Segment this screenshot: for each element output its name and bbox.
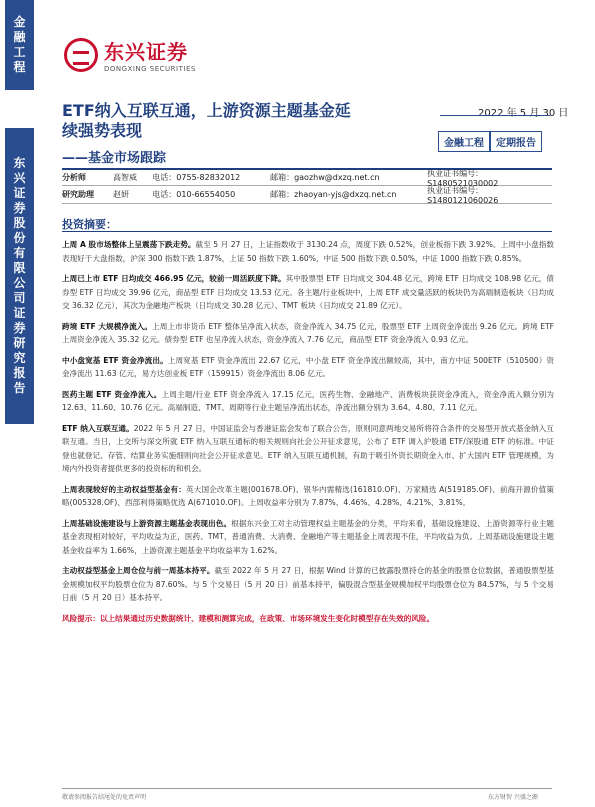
footer-disclaimer: 敬请参阅报告结尾处的免责声明 bbox=[62, 794, 147, 801]
paragraph-lead: 上周基础设施建设与上游资源主题基金表现出色。 bbox=[62, 518, 232, 528]
report-date: 2022 年 5 月 30 日 bbox=[478, 108, 569, 119]
sidebar-char: 券 bbox=[13, 321, 26, 335]
section-heading: 投资摘要： bbox=[62, 218, 117, 231]
analyst-name: 赵妍 bbox=[113, 190, 130, 199]
tag-type: 定期报告 bbox=[490, 131, 542, 152]
paragraph-lead: ETF 纳入互联互通。 bbox=[62, 423, 134, 433]
summary-paragraph bbox=[62, 320, 554, 347]
sidebar-char: 证 bbox=[13, 306, 26, 320]
sidebar-char: 工 bbox=[13, 45, 26, 59]
sidebar-char: 报 bbox=[13, 366, 26, 380]
sidebar-char: 份 bbox=[13, 231, 26, 245]
sidebar-char: 券 bbox=[13, 201, 26, 215]
summary-paragraph bbox=[62, 483, 554, 510]
footer-slogan: 东方财智 兴盛之源 bbox=[488, 794, 538, 801]
divider bbox=[62, 231, 552, 232]
analyst-role: 分析师 bbox=[62, 173, 86, 182]
summary-paragraph bbox=[62, 422, 554, 476]
report-subtitle: ——基金市场跟踪 bbox=[62, 151, 167, 166]
sidebar-char: 限 bbox=[13, 261, 26, 275]
summary-paragraph bbox=[62, 354, 554, 381]
analyst-phone: 电话：010-66554050 bbox=[152, 190, 236, 199]
analyst-info bbox=[62, 168, 552, 204]
summary-paragraph bbox=[62, 564, 554, 605]
divider bbox=[62, 788, 552, 789]
analyst-name: 高智威 bbox=[113, 173, 138, 182]
logo-name: 东兴证券 bbox=[104, 40, 188, 64]
paragraph-text: 2022 年 5 月 27 日，中国证监会与香港证监会发布了联合公告，原则同意两地交易所将符合条件的交易型开放式基金纳入互联互通。当日，上交所与深交所就 ETF 纳入互联互通标的相关规则向社会公开征求意见，公布了 ETF 调入沪股通 ETF/深股通 ETF 的标准。中证登也就登记、存管、结算业务实施细则向社会公开征求意见。ETF 纳入互联互通机制，有助于吸引外资长期资金入市、扩大国内 ETF 管理规模，为境内外投资者提供更多的投资标的和机会。 bbox=[62, 423, 554, 473]
analyst-cert: 执业证书编号：S1480521030002 bbox=[427, 168, 499, 188]
paragraph-lead: 上周表现较好的主动权益型基金有： bbox=[62, 484, 186, 494]
tag-category: 金融工程 bbox=[438, 131, 490, 152]
summary-body bbox=[62, 238, 554, 632]
paragraph-lead: 中小盘宽基 ETF 资金净流出。 bbox=[62, 355, 168, 365]
paragraph-text: 其中股票型 ETF 日均成交 304.48 亿元，跨境 ETF 日均成交 108.98 亿元，债券型 ETF 日均成交 39.96 亿元，商品型 ETF 日均成交 13.53 亿元。各主题/行业板块中，上周 ETF 成交量活跃的板块仍为高端制造板块（日均成交 36.32 亿元），其次为金融地产板块（日均成交 30.28 亿元）、TMT 板块（日均成交 21.89 亿元）。 bbox=[62, 274, 554, 310]
sidebar bbox=[0, 0, 38, 807]
sidebar-char: 究 bbox=[13, 351, 26, 365]
paragraph-text: 上周主题/行业 ETF 资金净流入 17.15 亿元，医药生物、金融地产、消费板块获资金净流入，资金净流入额分别为 12.63、11.60、10.76 亿元。高端制造、TMT、周期等行业主题呈净流出状态，净流出额分别为 3.64、4.80、7.11 亿元。 bbox=[62, 389, 554, 412]
report-tags bbox=[438, 131, 542, 152]
paragraph-lead: 医药主题 ETF 资金净流入。 bbox=[62, 389, 162, 399]
analyst-email[interactable]: 邮箱：gaozhw@dxzq.net.cn bbox=[270, 173, 380, 182]
paragraph-lead: 跨境 ETF 大规模净流入。 bbox=[62, 321, 153, 331]
sidebar-category bbox=[5, 0, 34, 90]
logo-name-en: DONGXING SECURITIES bbox=[104, 65, 196, 73]
paragraph-lead: 上周已上市 ETF 日均成交 466.95 亿元，较前一周活跃度下降。 bbox=[62, 274, 286, 283]
analyst-phone: 电话：0755-82832012 bbox=[152, 173, 241, 182]
sidebar-char: 研 bbox=[13, 336, 26, 350]
company-logo bbox=[64, 36, 196, 73]
sidebar-char: 东 bbox=[13, 156, 26, 170]
logo-icon bbox=[64, 38, 98, 72]
analyst-email[interactable]: 邮箱：zhaoyan-yjs@dxzq.net.cn bbox=[270, 190, 397, 199]
paragraph-text: 截至 5 月 27 日，上证指数收于 3130.24 点，周度下跌 0.52%，创业板指下跌 3.92%。上周中小盘指数表现好于大盘指数，沪深 300 指数下跌 1.87%，上证 50 指数下跌 1.60%，中证 500 指数下跌 0.50%，中证 1000 指数下跌 0.85%。 bbox=[62, 240, 554, 263]
sidebar-char: 金 bbox=[13, 15, 26, 29]
divider bbox=[440, 115, 550, 116]
analyst-role: 研究助理 bbox=[62, 190, 94, 199]
sidebar-char: 兴 bbox=[13, 171, 26, 185]
sidebar-char: 有 bbox=[13, 246, 26, 260]
paragraph-lead: 主动权益型基金上周仓位与前一周基本持平。 bbox=[62, 566, 215, 575]
sidebar-char: 程 bbox=[13, 60, 26, 74]
sidebar-char: 证 bbox=[13, 186, 26, 200]
analyst-cert: 执业证书编号：S1480121060026 bbox=[427, 185, 499, 205]
summary-paragraph bbox=[62, 388, 554, 415]
sidebar-company bbox=[5, 128, 34, 424]
report-title: ETF纳入互联互通，上游资源主题基金延续强势表现 bbox=[62, 101, 351, 140]
sidebar-char: 公 bbox=[13, 276, 26, 290]
risk-warning: 风险提示：以上结果通过历史数据统计、建模和测算完成，在政策、市场环境发生变化时模型存在失效的风险。 bbox=[62, 613, 435, 623]
paragraph-text: 根据东兴金工对主动管理权益主题基金的分类，平均来看，基础设施建设、上游资源等行业主题基金表现相对较好，平均收益为正，医药、TMT、普通消费、大消费、金融地产等主题基金上周表现不佳，平均收益为负。上周基础设施建设主题基金收益率为 1.66%，上游资源主题基金平均收益率为 1.62%。 bbox=[62, 518, 554, 555]
paragraph-text: 截至 2022 年 5 月 27 日，根据 Wind 计算的已披露股票持仓的基金的股票仓位数据，普通股票型基金规模加权平均股票仓位为 87.60%。与 5 个交易日（5 月 20 日）前基本持平，偏股混合型基金规模加权平均股票仓位为 84.57%，与 5 个交易日前（5 月 20 日）基本持平。 bbox=[62, 566, 554, 602]
summary-paragraph bbox=[62, 272, 554, 313]
sidebar-char: 融 bbox=[13, 30, 26, 44]
paragraph-text: 上周宽基 ETF 资金净流出 22.67 亿元，中小盘 ETF 资金净流出额较高，其中，南方中证 500ETF（510500）资金净流出 11.63 亿元，易方达创业板 ETF（159915）资金净流出 8.06 亿元。 bbox=[62, 355, 555, 378]
sidebar-char: 告 bbox=[13, 381, 26, 395]
paragraph-lead: 上周 A 股市场整体上呈震荡下跌走势。 bbox=[62, 240, 196, 249]
sidebar-char: 股 bbox=[13, 216, 26, 230]
analyst-row bbox=[62, 168, 552, 186]
sidebar-char: 司 bbox=[13, 291, 26, 305]
analyst-row bbox=[62, 186, 552, 204]
summary-paragraph bbox=[62, 517, 554, 558]
paragraph-text: 上周上市非货币 ETF 整体呈净流入状态，资金净流入 34.75 亿元，股票型 ETF 上周资金净流出 9.26 亿元。跨境 ETF 上周资金净流入 35.32 亿元。债券型 ETF 也呈净流入状态，资金净流入 7.76 亿元，商品型 ETF 资金净流入 0.93 亿元。 bbox=[62, 321, 554, 344]
summary-paragraph bbox=[62, 238, 554, 265]
paragraph-text: 英大国企改革主题(001678.OF)、银华内需精选(161810.OF)、万家精选 A(519185.OF)、前海开源价值策略(005328.OF)、西部利得策略优选 A(671010.OF)。上周收益率分别为 7.87%、4.46%、4.28%、4.21%、3.81%。 bbox=[62, 484, 554, 507]
